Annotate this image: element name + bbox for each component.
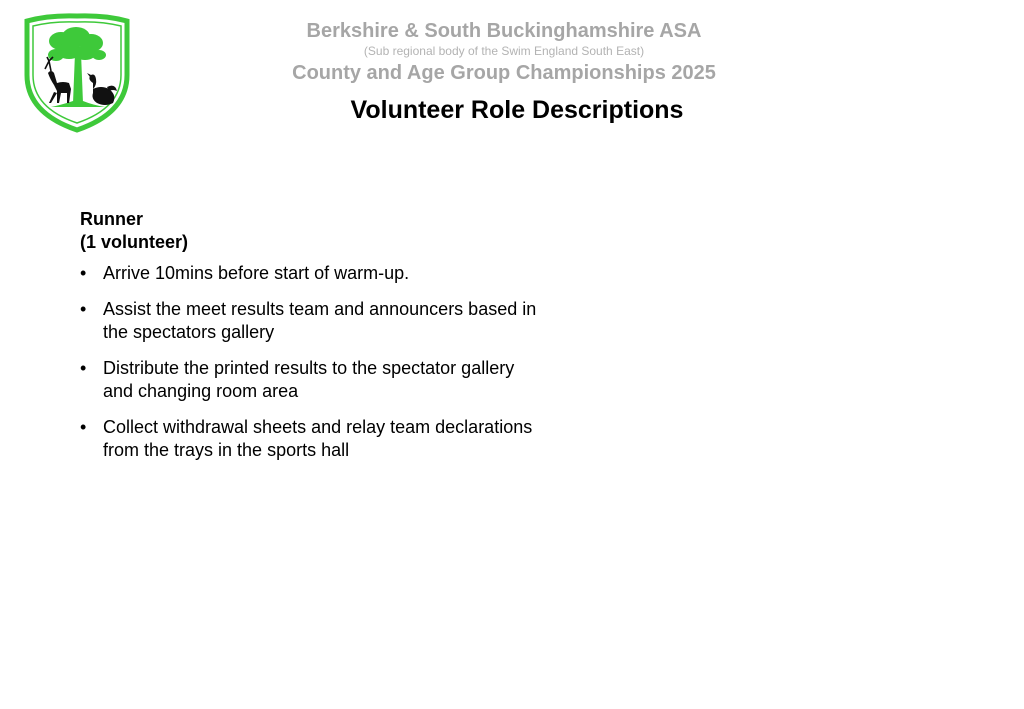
list-item [80,357,540,403]
event-title: County and Age Group Championships 2025 [292,62,716,84]
sub-regional-note: (Sub regional body of the Swim England South East) [363,44,645,58]
header [260,18,748,87]
duty-list [80,262,540,462]
list-item [80,262,540,285]
duty-text: Distribute the printed results to the spectator gallery and changing room area [103,358,515,401]
role-name: Runner [80,209,143,229]
duty-text: Assist the meet results team and announcers based in the spectators gallery [103,299,537,342]
crest-shield-icon [21,13,133,133]
list-item [80,416,540,462]
county-crest-logo [21,13,133,133]
page-title: Volunteer Role Descriptions [350,96,684,124]
bullet-icon: • [80,358,87,378]
list-item [80,298,540,344]
organisation-name: Berkshire & South Buckinghamshire ASA [306,20,702,42]
bullet-icon: • [80,299,87,319]
bullet-icon: • [80,263,87,283]
role-volunteer-count: (1 volunteer) [80,232,189,252]
bullet-icon: • [80,417,87,437]
duty-text: Collect withdrawal sheets and relay team declarations from the trays in the sports hall [103,417,533,460]
duty-text: Arrive 10mins before start of warm-up. [103,263,410,283]
role-section [80,208,540,475]
